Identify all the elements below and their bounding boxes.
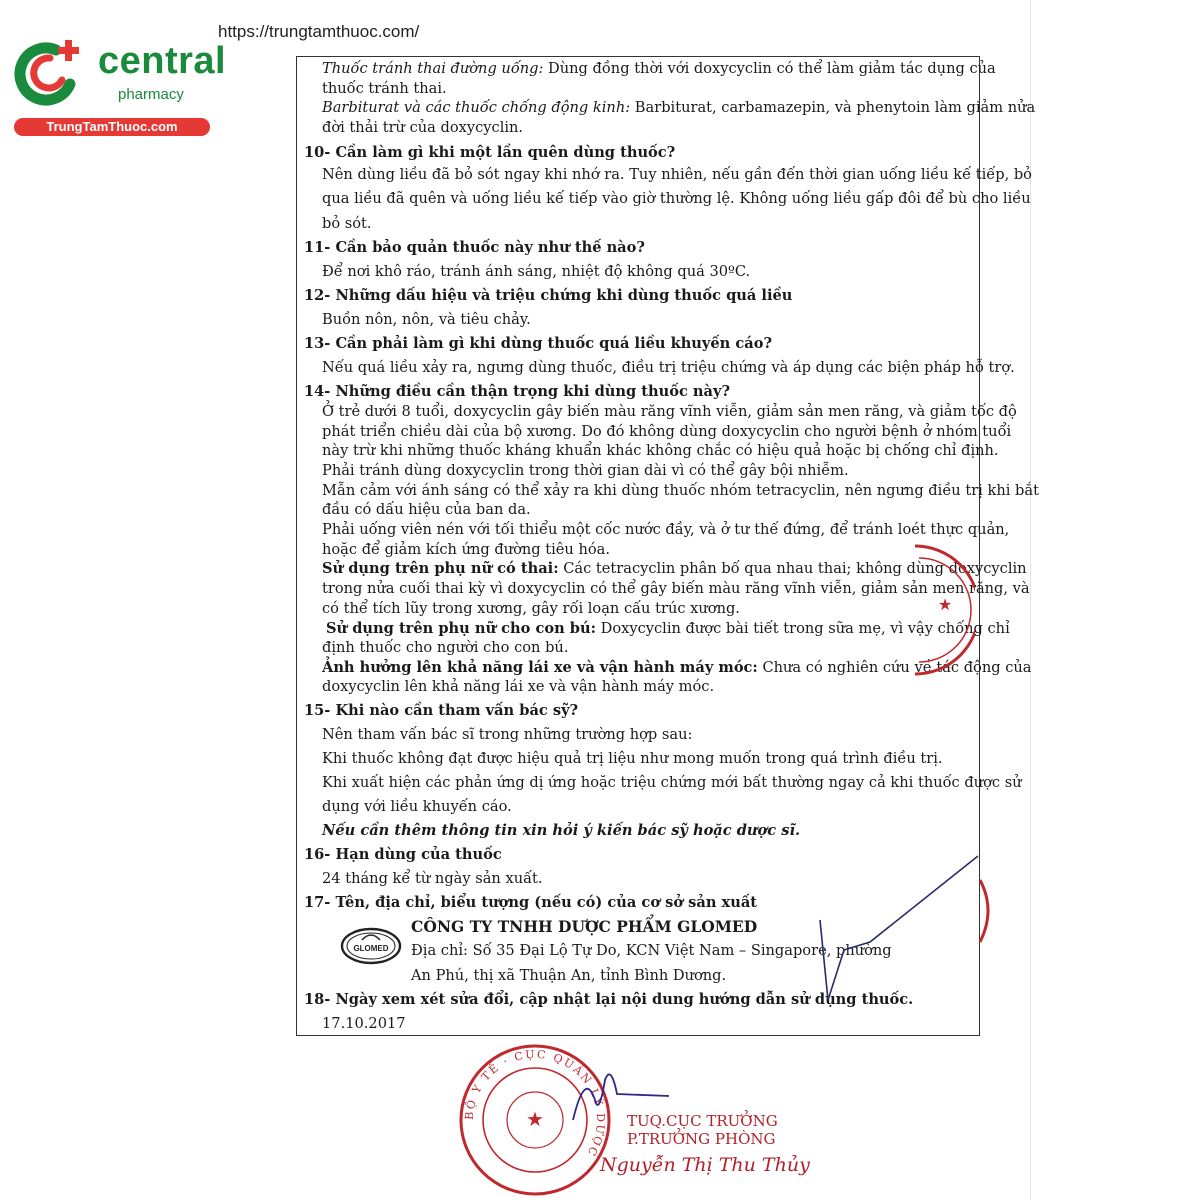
text-line: Khi thuốc không đạt được hiệu quả trị liệu như mong muốn trong quá trình điều trị. bbox=[322, 750, 943, 767]
signature-icon bbox=[810, 850, 990, 1010]
text-line: Khi xuất hiện các phản ứng dị ứng hoặc triệu chứng mới bất thường ngay cả khi thuốc được sử bbox=[322, 774, 1022, 791]
source-url[interactable]: https://trungtamthuoc.com/ bbox=[218, 22, 420, 41]
text-line: Nên dùng liều đã bỏ sót ngay khi nhớ ra. Tuy nhiên, nếu gần đến thời gian uống liều kế tiếp, bỏ bbox=[322, 166, 1032, 183]
glomed-logo bbox=[340, 926, 402, 966]
company-address: Địa chỉ: Số 35 Đại Lộ Tự Do, KCN Việt Nam – Singapore, phường bbox=[411, 942, 892, 959]
text-line: Mẫn cảm với ánh sáng có thể xảy ra khi dùng thuốc nhóm tetracyclin, nên ngưng điều trị khi bắt bbox=[322, 482, 1039, 499]
text-line: Nên tham vấn bác sĩ trong những trường hợp sau: bbox=[322, 726, 693, 743]
text-line: định thuốc cho người cho con bú. bbox=[322, 639, 569, 656]
driving-line: Ảnh hưởng lên khả năng lái xe và vận hành máy móc: Chưa có nghiên cứu về tác động của bbox=[322, 659, 1032, 676]
text-line: Phải uống viên nén với tối thiểu một cốc nước đầy, và ở tư thế đứng, để tránh loét thực quản, bbox=[322, 521, 1010, 538]
barbiturate-line: Barbiturat và các thuốc chống động kinh: Barbiturat, carbamazepin, và phenytoin làm giảm nửa bbox=[322, 99, 1036, 116]
text-line: thuốc tránh thai. bbox=[322, 80, 447, 97]
section-17-heading: 17- Tên, địa chỉ, biểu tượng (nếu có) của cơ sở sản xuất bbox=[304, 894, 758, 911]
page-seal-stamp bbox=[905, 540, 975, 680]
approval-title-2: P.TRƯỞNG PHÒNG bbox=[627, 1130, 776, 1148]
revision-date: 17.10.2017 bbox=[322, 1015, 406, 1032]
section-14-heading: 14- Những điều cần thận trọng khi dùng thuốc này? bbox=[304, 383, 731, 400]
svg-text:★: ★ bbox=[937, 595, 953, 614]
logo-sub: pharmacy bbox=[118, 86, 184, 103]
svg-text:BỘ Y TẾ · CỤC QUẢN LÝ DƯỢC: BỘ Y TẾ · CỤC QUẢN LÝ DƯỢC bbox=[462, 1047, 608, 1160]
logo-site: TrungTamThuoc.com bbox=[14, 118, 210, 136]
section-15-heading: 15- Khi nào cần tham vấn bác sỹ? bbox=[304, 702, 579, 719]
text-line: có thể tích lũy trong xương, gây rối loạn cấu trúc xương. bbox=[322, 600, 740, 617]
text-line: đời thải trừ của doxycyclin. bbox=[322, 119, 524, 136]
text-line: Ở trẻ dưới 8 tuổi, doxycyclin gây biến màu răng vĩnh viễn, giảm sản men răng, và giảm tốc độ bbox=[322, 403, 1017, 420]
text-line: Buồn nôn, nôn, và tiêu chảy. bbox=[322, 311, 531, 328]
section-16-heading: 16- Hạn dùng của thuốc bbox=[304, 846, 502, 863]
text-line: trong nửa cuối thai kỳ vì doxycyclin có thể gây biến màu răng vĩnh viễn, giảm sản men răng, và bbox=[322, 580, 1030, 597]
company-name: CÔNG TY TNHH DƯỢC PHẨM GLOMED bbox=[411, 917, 758, 936]
text-line: dụng với liều khuyến cáo. bbox=[322, 798, 512, 815]
oral-contraceptive-line: Thuốc tránh thai đường uống: Dùng đồng thời với doxycyclin có thể làm giảm tác dụng của bbox=[322, 60, 996, 77]
text-line: Nếu quá liều xảy ra, ngưng dùng thuốc, điều trị triệu chứng và áp dụng các biện pháp hỗ trợ. bbox=[322, 359, 1015, 376]
svg-text:★: ★ bbox=[526, 1107, 544, 1131]
company-address: An Phú, thị xã Thuận An, tỉnh Bình Dương. bbox=[411, 967, 727, 984]
section-18-heading: 18- Ngày xem xét sửa đổi, cập nhật lại nội dung hướng dẫn sử dụng thuốc. bbox=[304, 991, 914, 1008]
text-line: bỏ sót. bbox=[322, 215, 372, 232]
approval-title-1: TUQ.CỤC TRƯỞNG bbox=[627, 1112, 778, 1130]
logo-brand: central bbox=[98, 40, 227, 82]
lactation-line: Sử dụng trên phụ nữ cho con bú: Doxycyclin được bài tiết trong sữa mẹ, vì vậy chống chỉ bbox=[326, 620, 1010, 637]
section-10-heading: 10- Cần làm gì khi một lần quên dùng thuốc? bbox=[304, 144, 676, 161]
section-11-heading: 11- Cần bảo quản thuốc này như thế nào? bbox=[304, 239, 645, 256]
section-12-heading: 12- Những dấu hiệu và triệu chứng khi dùng thuốc quá liều bbox=[304, 287, 793, 304]
text-line: đầu có dấu hiệu của ban da. bbox=[322, 501, 531, 518]
consult-note: Nếu cần thêm thông tin xin hỏi ý kiến bác sỹ hoặc dược sĩ. bbox=[322, 822, 801, 839]
text-line: Phải tránh dùng doxycyclin trong thời gian dài vì có thể gây bội nhiễm. bbox=[322, 462, 849, 479]
text-line: hoặc để giảm kích ứng đường tiêu hóa. bbox=[322, 541, 610, 558]
text-line: 24 tháng kể từ ngày sản xuất. bbox=[322, 870, 543, 887]
text-line: Để nơi khô ráo, tránh ánh sáng, nhiệt độ không quá 30ºC. bbox=[322, 263, 751, 280]
text-line: doxycyclin lên khả năng lái xe và vận hành máy móc. bbox=[322, 678, 715, 695]
section-13-heading: 13- Cần phải làm gì khi dùng thuốc quá liều khuyến cáo? bbox=[304, 335, 773, 352]
text-line: này trừ khi những thuốc kháng khuẩn khác không chắc có hiệu quả hoặc bị chống chỉ định. bbox=[322, 442, 999, 459]
pregnancy-line: Sử dụng trên phụ nữ có thai: Các tetracyclin phân bố qua nhau thai; không dùng doxycyclin bbox=[322, 560, 1027, 577]
approver-name: Nguyễn Thị Thu Thủy bbox=[600, 1154, 810, 1176]
text-line: qua liều đã quên và uống liều kế tiếp vào giờ thường lệ. Không uống liều gấp đôi để bù cho liều bbox=[322, 190, 1031, 207]
svg-text:GLOMED: GLOMED bbox=[353, 944, 389, 953]
text-line: phát triển chiều dài của bộ xương. Do đó không dùng doxycyclin cho người bệnh ở nhóm tuổi bbox=[322, 423, 1012, 440]
